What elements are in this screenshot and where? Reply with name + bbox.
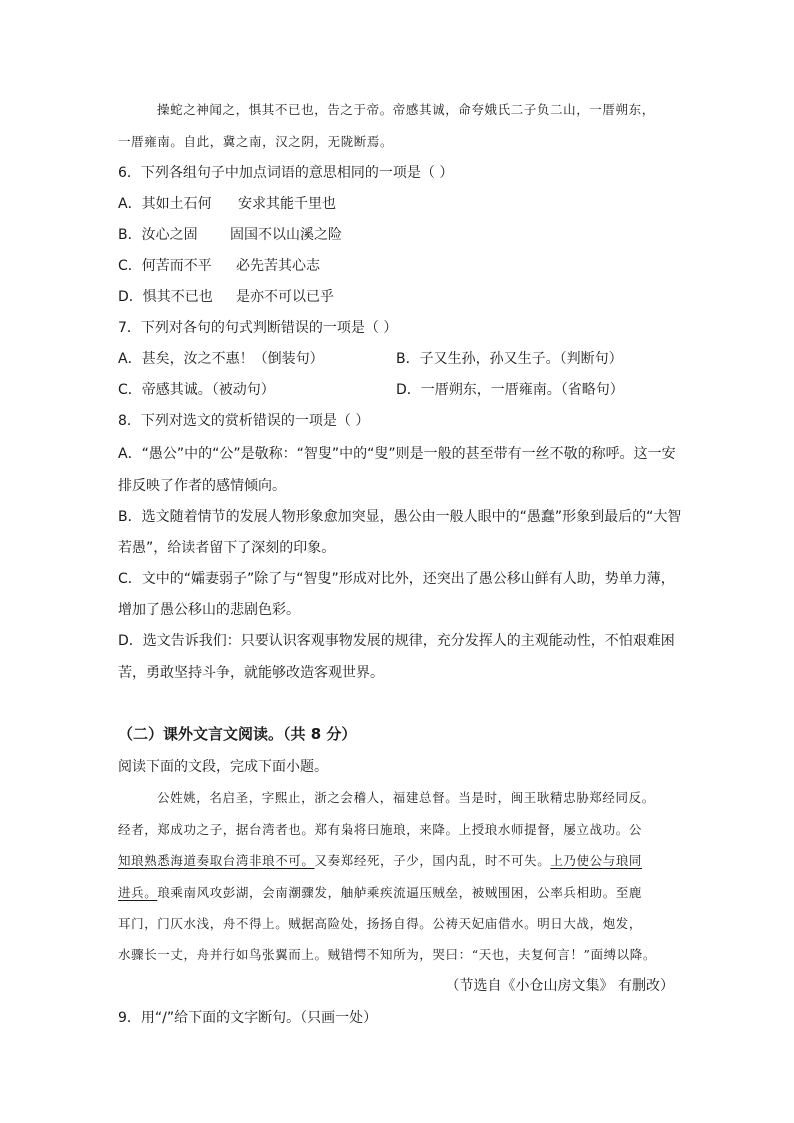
q6-option-d-label: D．惧其不已也: [118, 289, 213, 305]
passage2-line: 水骤长一丈，舟并行如鸟张翼而上。贼错愕不知所为，哭曰：“天也，夫复何言！”面缚以降。: [118, 947, 656, 962]
q6-stem: 6．下列各组句子中加点词语的意思相同的一项是（ ）: [118, 165, 454, 181]
q6-option-d: [118, 287, 678, 307]
q8-stem: 8．下列对选文的赏析错误的一项是（ ）: [118, 413, 370, 429]
q8-line: D．选文告诉我们：只要认识客观事物发展的规律，充分发挥人的主观能动性，不怕艰难困: [118, 633, 675, 649]
q7-row2: [118, 380, 678, 400]
passage2-line: [118, 883, 678, 903]
passage1-line1: 操蛇之神闻之，惧其不已也，告之于帝。帝感其诚，命夸娥氏二子负二山，一厝朔东，: [157, 102, 655, 117]
q7-option-d: D．一厝朔东，一厝雍南。（省略句）: [396, 382, 624, 398]
q6-option-c-label: C．何苦而不平: [118, 258, 212, 274]
underlined-sentence: 进兵。: [118, 885, 158, 900]
passage2-source: （节选自《小仓山房文集》 有删改）: [445, 978, 674, 994]
q8-line: A．“愚公”中的“公”是敬称：“智叟”中的“叟”则是一般的甚至带有一丝不敬的称呼。这一安: [118, 446, 676, 462]
q7-option-a: A．甚矣，汝之不惠！（倒装句）: [118, 351, 324, 367]
passage2-line: 公姓姚，名启圣，字熙止，浙之会稽人，福建总督。当是时，闽王耿精忠胁郑经同反。: [157, 790, 655, 805]
q6-option-a-label: A．其如土石何: [118, 196, 212, 212]
q6-option-b-label: B．汝心之固: [118, 227, 198, 243]
q9-stem: 9．用“/”给下面的文字断句。（只画一处）: [118, 1010, 378, 1026]
q7-stem: 7．下列对各句的句式判断错误的一项是（ ）: [118, 320, 398, 336]
passage2-line: 经者，郑成功之子，据台湾者也。郑有枭将曰施琅，来降。上授琅水师提督，屡立战功。公: [118, 822, 643, 837]
q8-line: C．文中的“孀妻弱子”除了与“智叟”形成对比外，还突出了愚公移山鲜有人助，势单力薄，: [118, 571, 675, 587]
q6-option-c-pair: 必先苦其心志: [236, 258, 320, 274]
q8-line: 若愚”，给读者留下了深刻的印象。: [118, 540, 336, 556]
passage2-line: [118, 851, 678, 871]
q7-option-b: B．子又生孙，孙又生子。（判断句）: [396, 351, 623, 367]
section2-heading: （二）课外文言文阅读。（共 8 分）: [118, 725, 357, 743]
q8-line: B．选文随着情节的发展人物形象愈加突显，愚公由一般人眼中的“愚蠢”形象到最后的“大智: [118, 509, 682, 525]
q8-line: 排反映了作者的感情倾向。: [118, 478, 286, 494]
q6-option-b: [118, 225, 678, 245]
passage2-line: 耳门，门仄水浅，舟不得上。贼据高险处，扬扬自得。公祷天妃庙借水。明日大战，炮发，: [118, 916, 643, 931]
q6-option-a: [118, 194, 678, 214]
underlined-sentence: 上乃使公与琅同: [550, 853, 643, 868]
passage1-line2: 一厝雍南。自此，冀之南，汉之阴，无陇断焉。: [118, 134, 394, 149]
q7-option-c: C．帝感其诚。（被动句）: [118, 382, 275, 398]
passage2-text: 琅乘南风攻彭湖，会南潮骤发，舳舻乘疾流逼压贼垒，被贼围困，公率兵相助。至鹿: [157, 885, 643, 900]
passage2-text: 又奏郑经死，子少，国内乱，时不可失。: [314, 853, 551, 868]
q6-option-a-pair: 安求其能千里也: [238, 196, 336, 212]
underlined-sentence: 知琅熟悉海道奏取台湾非琅不可。: [118, 853, 315, 868]
q7-row1: [118, 349, 678, 369]
section2-instruction: 阅读下面的文段，完成下面小题。: [118, 759, 328, 775]
q6-option-c: [118, 256, 678, 276]
q6-option-b-pair: 固国不以山溪之险: [230, 227, 342, 243]
q6-option-d-pair: 是亦不可以已乎: [236, 289, 334, 305]
q8-line: 苦，勇敢坚持斗争，就能够改造客观世界。: [118, 665, 384, 681]
q8-line: 增加了愚公移山的悲剧色彩。: [118, 602, 300, 618]
